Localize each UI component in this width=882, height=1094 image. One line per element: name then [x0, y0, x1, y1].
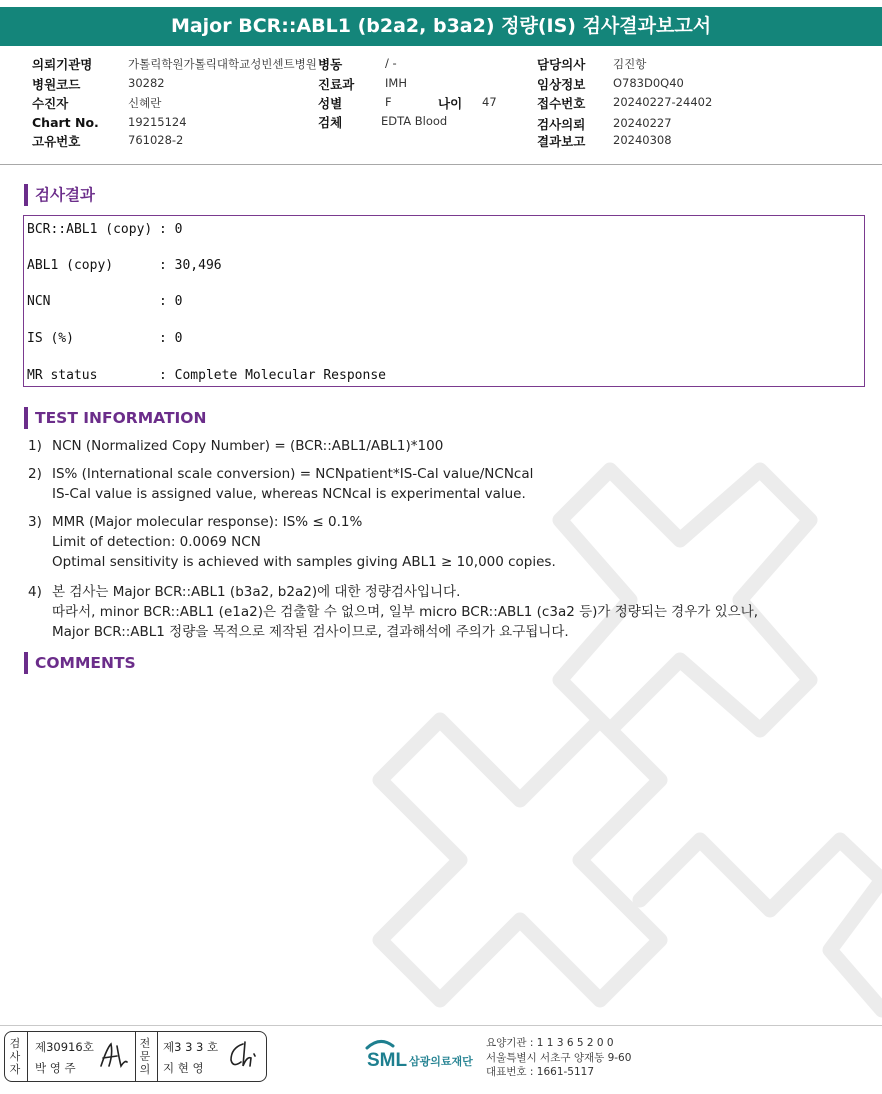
item-line: Major BCR::ABL1 정량을 목적으로 제작된 검사이므로, 결과해석에 주의가 요구됩니다.: [52, 624, 569, 640]
result-row: [27, 293, 182, 311]
receipt-no-value: 20240227-24402: [613, 95, 713, 109]
report-footer: [0, 1025, 882, 1094]
item-number: 1): [28, 438, 42, 454]
org-info-line: 요양기관 : 1 1 3 6 5 2 0 0: [486, 1037, 614, 1049]
ward-value: / -: [385, 56, 397, 70]
item-number: 3): [28, 514, 42, 530]
item-line: 본 검사는 Major BCR::ABL1 (b3a2, b2a2)에 대한 정량검사입니다.: [52, 584, 461, 600]
report-title: Major BCR::ABL1 (b2a2, b3a2) 정량(IS) 검사결과보고서: [0, 7, 882, 46]
result-row: [27, 257, 222, 275]
department-value: IMH: [385, 76, 407, 90]
organization-info: [486, 1036, 631, 1080]
item-line: Optimal sensitivity is achieved with samples giving ABL1 ≥ 10,000 copies.: [52, 554, 556, 570]
item-line: Limit of detection: 0.0069 NCN: [52, 534, 261, 550]
result-label: NCN: [27, 294, 51, 309]
results-box: [23, 215, 865, 387]
specialist-label: 전문의: [139, 1037, 151, 1076]
test-info-title: TEST INFORMATION: [24, 407, 206, 429]
item-number: 2): [28, 466, 42, 482]
result-row: [27, 367, 386, 385]
department-label: 진료과: [318, 77, 355, 92]
doctor-value: 김진항: [613, 57, 647, 71]
report-date-label: 결과보고: [537, 134, 586, 149]
examiner-signature-icon: [97, 1040, 131, 1072]
divider: [27, 1032, 28, 1081]
specimen-label: 검체: [318, 115, 343, 130]
clinical-info-label: 임상정보: [537, 77, 586, 92]
request-date-value: 20240227: [613, 116, 672, 130]
examiner-name: 박 영 주: [35, 1061, 76, 1075]
receipt-no-label: 접수번호: [537, 96, 586, 111]
patient-name-value: 신혜란: [128, 96, 162, 110]
specimen-value: EDTA Blood: [381, 114, 448, 128]
item-line: 따라서, minor BCR::ABL1 (e1a2)은 검출할 수 없으며, 일부 micro BCR::ABL1 (c3a2 등)가 정량되는 경우가 있으나,: [52, 604, 759, 620]
specialist-signature-icon: [225, 1038, 261, 1072]
ward-label: 병동: [318, 57, 343, 72]
hospital-code-value: 30282: [128, 76, 165, 90]
specialist-license: 제3 3 3 호: [163, 1040, 219, 1054]
header-divider: [0, 164, 882, 165]
item-line: MMR (Major molecular response): IS% ≤ 0.1%: [52, 514, 363, 530]
org-name: 삼광의료재단: [409, 1055, 473, 1068]
report-date-value: 20240308: [613, 133, 672, 147]
institution-value: 가톨릭학원가톨릭대학교성빈센트병원: [128, 57, 317, 71]
request-date-label: 검사의뢰: [537, 117, 586, 132]
result-value: : 0: [159, 294, 183, 309]
item-line: IS-Cal value is assigned value, whereas NCNcal is experimental value.: [52, 486, 526, 502]
logo-text: SML: [367, 1050, 408, 1071]
sex-value: F: [385, 95, 392, 109]
result-value: : 0: [159, 222, 183, 237]
org-info-line: 서울특별시 서초구 양재동 9-60: [486, 1051, 632, 1064]
result-value: : 30,496: [159, 258, 222, 273]
patient-name-label: 수진자: [32, 96, 69, 111]
result-value: : 0: [159, 331, 183, 346]
clinical-info-value: O783D0Q40: [613, 76, 684, 90]
chart-no-label: Chart No.: [32, 115, 99, 130]
patient-info-block: [0, 52, 882, 154]
item-line: NCN (Normalized Copy Number) = (BCR::ABL1/ABL1)*100: [52, 438, 444, 454]
institution-label: 의뢰기관명: [32, 57, 93, 72]
specialist-name: 지 현 영: [163, 1061, 204, 1075]
result-label: IS (%): [27, 331, 74, 346]
item-number: 4): [28, 584, 42, 600]
hospital-code-label: 병원코드: [32, 77, 81, 92]
sml-logo: [365, 1036, 483, 1076]
chart-no-value: 19215124: [128, 115, 187, 129]
examiner-label: 검사자: [9, 1037, 21, 1076]
result-row: [27, 330, 182, 348]
signature-box: [4, 1031, 267, 1082]
result-label: ABL1 (copy): [27, 258, 114, 273]
divider: [157, 1032, 158, 1081]
result-label: BCR::ABL1 (copy): [27, 222, 153, 237]
item-line: IS% (International scale conversion) = NCNpatient*IS-Cal value/NCNcal: [52, 466, 534, 482]
unique-no-value: 761028-2: [128, 133, 184, 147]
result-row: [27, 221, 182, 239]
age-label: 나이: [438, 96, 463, 111]
org-info-line: 대표번호 : 1661-5117: [486, 1066, 595, 1078]
comments-title: COMMENTS: [24, 652, 136, 674]
result-value: : Complete Molecular Response: [159, 368, 386, 383]
doctor-label: 담당의사: [537, 57, 586, 72]
unique-no-label: 고유번호: [32, 134, 81, 149]
age-value: 47: [482, 95, 497, 109]
result-label: MR status: [27, 368, 98, 383]
examiner-license: 제30916호: [35, 1040, 94, 1054]
sex-label: 성별: [318, 96, 343, 111]
divider: [135, 1032, 136, 1081]
results-section-title: 검사결과: [24, 184, 95, 206]
